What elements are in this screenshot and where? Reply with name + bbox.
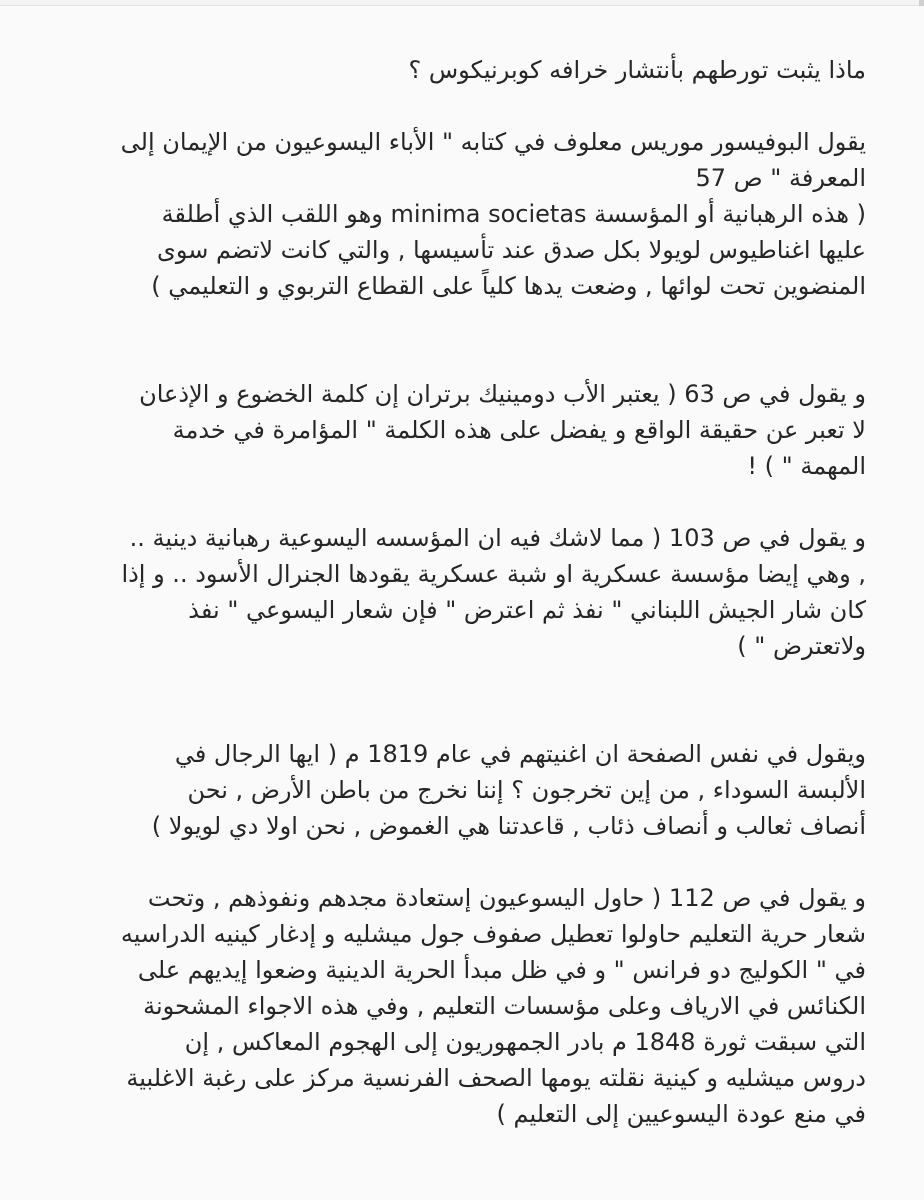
paragraph-quote-5: و يقول في ص 112 ( حاول اليسوعيون إستعادة مجدهم ونفوذهم , وتحت شعار حرية التعليم حاولوا تعطيل صفوف جول ميشليه و إدغار كينيه الدراسيه في " الكوليج دو فرانس " و في ظل مبدأ الحرية الدينية وضعوا إيديهم على الكنائس في الارياف وعلى مؤسسات التعليم , وفي هذه الاجواء المشحونة التي سبقت ثورة 1848 م بادر الجمهوريون إلى الهجوم المعاكس , إن دروس ميشليه و كينية نقلته يومها الصحف الفرنسية مركز على رغبة الاغلبية في منع عودة اليسوعيين إلى التعليم ) <box>120 884 866 1128</box>
paragraph-quote-4: ويقول في نفس الصفحة ان اغنيتهم في عام 1819 م ( ايها الرجال في الألبسة السوداء , من إين تخرجون ؟ إننا نخرج من باطن الأرض , نحن أنصاف ثعالب و أنصاف ذئاب , قاعدتنا هي الغموض , نحن اولا دي لويولا ) <box>151 740 866 840</box>
spacer <box>120 304 866 376</box>
spacer <box>120 844 866 880</box>
paragraph-quote-2: و يقول في ص 63 ( يعتبر الأب دومينيك برتران إن كلمة الخضوع و الإذعان لا تعبر عن حقيقة الواقع و يفضل على هذه الكلمة " المؤامرة في خدمة المهمة " ) ! <box>139 380 866 480</box>
spacer <box>120 484 866 520</box>
paragraph-quote-3: و يقول في ص 103 ( مما لاشك فيه ان المؤسسه اليسوعية رهبانية دينية .. , وهي إيضا مؤسسة عسكرية او شبة عسكرية يقودها الجنرال الأسود .. و إذا كان شار الجيش اللبناني " نفذ ثم اعترض " فإن شعار اليسوعي " نفذ ولاتعترض " ) <box>121 524 866 660</box>
spacer <box>120 664 866 736</box>
scroll-indicator <box>919 0 924 6</box>
top-divider <box>0 0 924 6</box>
paragraph-intro-citation: يقول البوفيسور موريس معلوف في كتابه " الأباء اليسوعيون من الإيمان إلى المعرفة " ص 57 <box>120 128 866 192</box>
paragraph-quote-1: ( هذه الرهبانية أو المؤسسة minima societas وهو اللقب الذي أطلقة عليها اغناطيوس لويولا بكل صدق عند تأسيسها , والتي كانت لاتضم سوى المنضوين تحت لوائها , وضعت يدها كلياً على القطاع التربوي و التعليمي ) <box>151 200 866 300</box>
article-body <box>120 52 866 1132</box>
article-title: ماذا يثبت تورطهم بأنتشار خرافه كوبرنيكوس ؟ <box>408 56 866 84</box>
spacer <box>120 88 866 124</box>
